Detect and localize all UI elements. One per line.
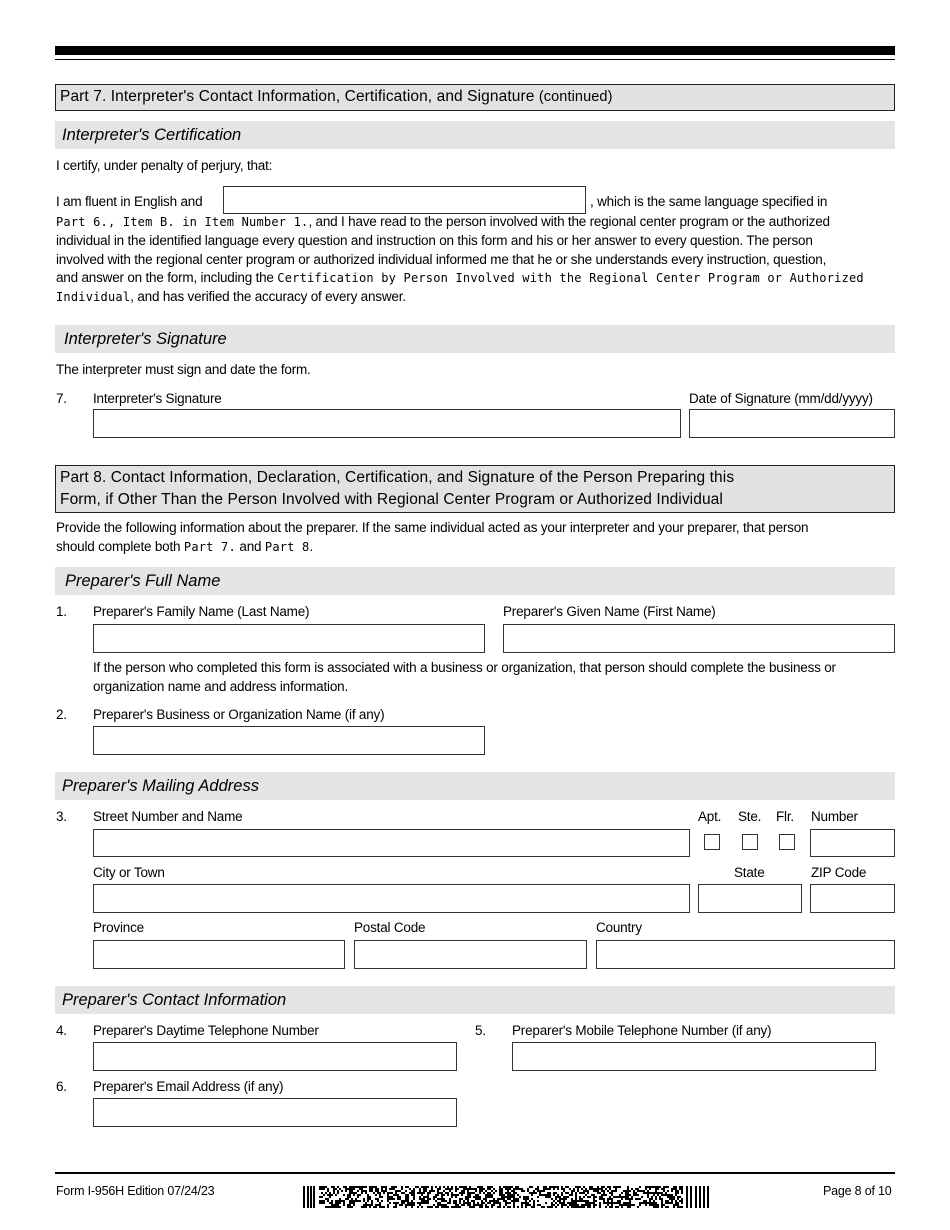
flr-checkbox[interactable]: [779, 834, 795, 850]
given-name-label: Preparer's Given Name (First Name): [503, 604, 716, 619]
part8-intro-end: .: [309, 539, 314, 554]
item-7-number: 7.: [56, 391, 67, 406]
part7-header: [55, 84, 895, 111]
daytime-phone-label: Preparer's Daytime Telephone Number: [93, 1023, 319, 1038]
certification-intro: I certify, under penalty of perjury, that:: [56, 158, 273, 173]
date-label: Date of Signature (mm/dd/yyyy): [689, 391, 873, 406]
unit-number-input[interactable]: [810, 829, 895, 857]
cert-line-6: [56, 288, 406, 306]
page-number: Page 8 of 10: [823, 1184, 892, 1198]
zip-input[interactable]: [810, 884, 895, 913]
ref-item-number: Item Number 1.: [204, 215, 309, 229]
business-note-line1: If the person who completed this form is associated with a business or organization, that person should complete the business or: [93, 660, 836, 675]
mobile-phone-label: Preparer's Mobile Telephone Number (if any): [512, 1023, 772, 1038]
state-label: State: [734, 865, 765, 880]
ref-in: in: [174, 215, 205, 229]
form-edition: Form I-956H Edition 07/24/23: [56, 1184, 215, 1198]
top-thick-rule: [55, 46, 895, 55]
section-preparer-contact-information: Preparer's Contact Information: [55, 986, 895, 1014]
signature-label: Interpreter's Signature: [93, 391, 222, 406]
part8-intro-ref2: Part 8: [264, 540, 310, 554]
part8-header: [55, 465, 895, 513]
apt-label: Apt.: [698, 809, 722, 824]
signature-input[interactable]: [93, 409, 681, 438]
cert-line-4: involved with the regional center program or authorized individual informed me that he or she understands every instruction, question,: [56, 252, 827, 267]
section-preparer-mailing-address: Preparer's Mailing Address: [55, 772, 895, 800]
cert-line-5: [56, 269, 864, 287]
barcode-icon: [303, 1186, 711, 1208]
daytime-phone-input[interactable]: [93, 1042, 457, 1071]
cert-line-2: [56, 213, 830, 231]
part8-intro-prefix: should complete both: [56, 539, 184, 554]
part8-intro-ref1: Part 7.: [183, 540, 236, 554]
item-1-number: 1.: [56, 604, 67, 619]
item-6-number: 6.: [56, 1079, 67, 1094]
email-label: Preparer's Email Address (if any): [93, 1079, 284, 1094]
business-name-input[interactable]: [93, 726, 485, 755]
province-input[interactable]: [93, 940, 345, 969]
item-2-number: 2.: [56, 707, 67, 722]
part8-intro-line1: Provide the following information about the preparer. If the same individual acted as your interpreter and your preparer, that person: [56, 520, 809, 535]
flr-label: Flr.: [776, 809, 794, 824]
country-label: Country: [596, 920, 642, 935]
item-3-number: 3.: [56, 809, 67, 824]
footer-rule: [55, 1172, 895, 1174]
language-input[interactable]: [223, 186, 586, 214]
part8-intro-line2: [56, 538, 313, 556]
date-of-signature-input[interactable]: [689, 409, 895, 438]
ste-label: Ste.: [738, 809, 762, 824]
street-input[interactable]: [93, 829, 690, 857]
cert-line-6-ref: Individual: [56, 290, 131, 304]
cert-line-5-prefix: and answer on the form, including the: [56, 270, 278, 285]
section-interpreter-signature: Interpreter's Signature: [55, 325, 895, 353]
province-label: Province: [93, 920, 144, 935]
apt-checkbox[interactable]: [704, 834, 720, 850]
zip-label: ZIP Code: [811, 865, 867, 880]
item-4-number: 4.: [56, 1023, 67, 1038]
postal-code-input[interactable]: [354, 940, 587, 969]
ste-checkbox[interactable]: [742, 834, 758, 850]
city-input[interactable]: [93, 884, 690, 913]
street-label: Street Number and Name: [93, 809, 243, 824]
cert-line-3: individual in the identified language every question and instruction on this form and his or her answer to every question. The person: [56, 233, 813, 248]
business-note-line2: organization name and address information.: [93, 679, 349, 694]
business-name-label: Preparer's Business or Organization Name (if any): [93, 707, 385, 722]
city-label: City or Town: [93, 865, 165, 880]
ref-part6: Part 6., Item B.: [56, 215, 175, 229]
signature-intro: The interpreter must sign and date the form.: [56, 362, 311, 377]
mobile-phone-input[interactable]: [512, 1042, 876, 1071]
part7-continued: (continued): [538, 89, 613, 105]
family-name-label: Preparer's Family Name (Last Name): [93, 604, 310, 619]
family-name-input[interactable]: [93, 624, 485, 653]
fluent-suffix: , which is the same language specified in: [590, 194, 828, 209]
email-input[interactable]: [93, 1098, 457, 1127]
section-preparer-full-name: Preparer's Full Name: [55, 567, 895, 595]
cert-line-6-rest: , and has verified the accuracy of every answer.: [130, 289, 406, 304]
part8-title-line1: Part 8. Contact Information, Declaration, Certification, and Signature of the Person Preparing this: [60, 469, 735, 486]
number-label: Number: [811, 809, 858, 824]
part7-title: Part 7. Interpreter's Contact Information, Certification, and Signature: [60, 88, 535, 105]
top-thin-rule: [55, 59, 895, 60]
item-5-number: 5.: [475, 1023, 486, 1038]
cert-line-5-ref: Certification by Person Involved with the Regional Center Program or Authorized: [277, 271, 864, 285]
state-input[interactable]: [698, 884, 802, 913]
part8-title-line2: Form, if Other Than the Person Involved with Regional Center Program or Authorized Individual: [60, 490, 723, 508]
given-name-input[interactable]: [503, 624, 895, 653]
postal-code-label: Postal Code: [354, 920, 426, 935]
cert-line-2-rest: , and I have read to the person involved with the regional center program or the authorized: [308, 214, 830, 229]
country-input[interactable]: [596, 940, 895, 969]
part8-intro-and: and: [235, 539, 265, 554]
fluent-prefix: I am fluent in English and: [56, 194, 203, 209]
section-interpreter-certification: Interpreter's Certification: [55, 121, 895, 149]
